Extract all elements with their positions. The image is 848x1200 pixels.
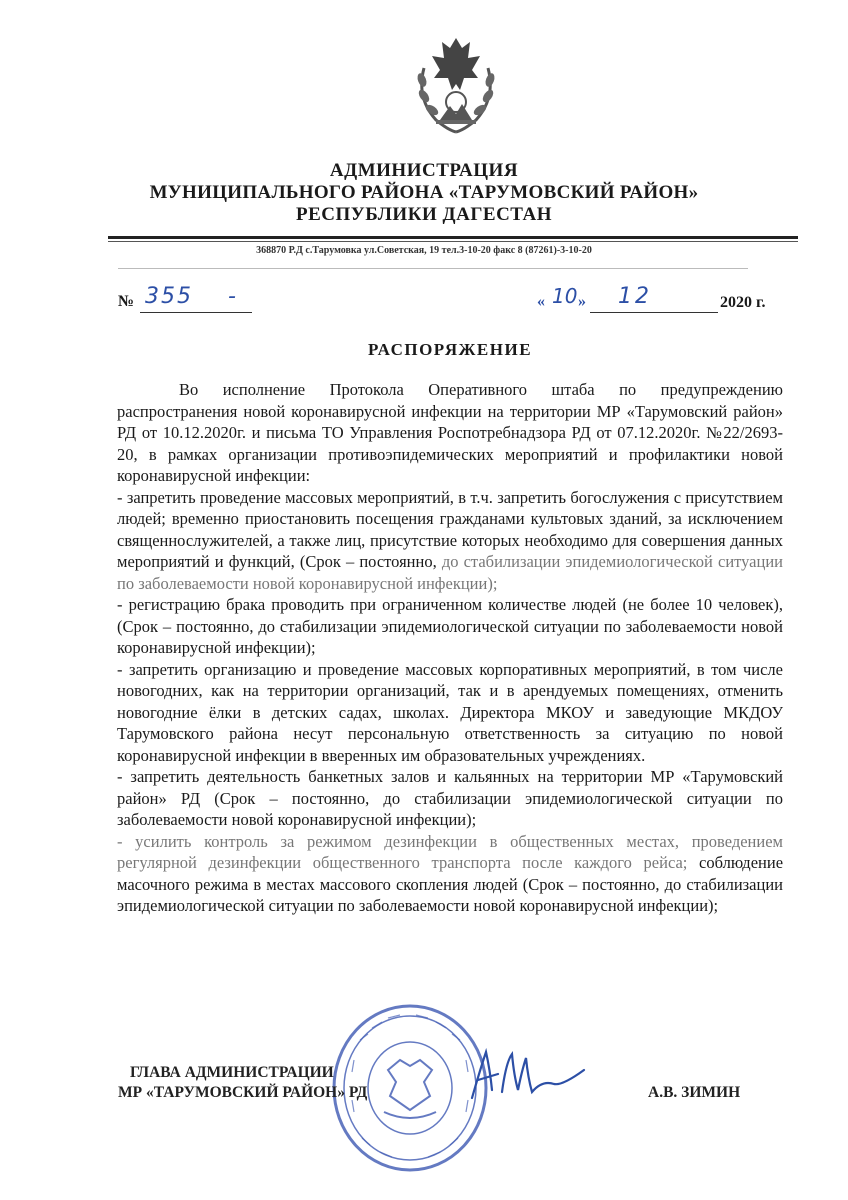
date-close-quote: » [578,293,586,310]
document-title: РАСПОРЯЖЕНИЕ [367,340,533,359]
document-body [117,379,783,917]
number-label: № [118,293,135,310]
header-municipal-district: МУНИЦИПАЛЬНОГО РАЙОНА «ТАРУМОВСКИЙ РАЙОН» [149,182,699,203]
body-item-1-text: - запретить проведение массовых мероприятий, в т.ч. запретить богослужения с присутствием людей; временно приостановить посещения гражданами культовых зданий, за исключением священнослужителей, а также лиц, присутствие которых необходимо для совершения данных мероприятий и функций, (Срок – постоянно, [117,487,783,571]
header-rule-thin [108,241,798,242]
body-item-2: - регистрацию брака проводить при ограниченном количестве людей (не более 10 человек), (Срок – постоянно, до стабилизации эпидемиологической ситуации по заболеваемости новой коронавирусной инфекции); [117,595,783,657]
header-address: 368870 Р.Д с.Тарумовка ул.Советская, 19 тел.3-10-20 факс 8 (87261)-3-10-20 [256,245,592,256]
body-item-5-text: соблюдение масочного режима в местах массового скопления людей (Срок – постоянно, до стабилизации эпидемиологической ситуации по заболеваемости новой коронавирусной инфекции); [117,853,784,915]
date-underline [590,312,718,313]
date-year: 2020 г. [720,294,766,311]
date-month: 12 [618,284,652,309]
header-rule-thick [108,236,798,239]
body-item-1 [117,487,783,595]
body-item-5 [117,831,783,917]
coat-of-arms-emblem [406,28,506,136]
date-day: 10 [552,284,578,308]
body-item-4: - запретить деятельность банкетных залов и кальянных на территории МР «Тарумовский район» РД (Срок – постоянно, до стабилизации эпидемиологической ситуации по заболеваемости новой коронавирусной инфекции); [117,767,783,829]
signatory-title-line1: ГЛАВА АДМИНИСТРАЦИИ [130,1064,334,1081]
header-administration: АДМИНИСТРАЦИЯ [329,160,519,181]
header-rule-bottom [118,268,748,269]
signatory-title-line2: МР «ТАРУМОВСКИЙ РАЙОН» РД [118,1084,368,1101]
number-underline [140,312,252,313]
header-republic: РЕСПУБЛИКИ ДАГЕСТАН [295,204,553,225]
body-item-5-faint: - усилить контроль за режимом дезинфекции в общественных местах, проведением регулярной дезинфекции общественного транспорта после каждого рейса; [117,831,783,872]
signatory-name: А.В. ЗИМИН [648,1084,741,1101]
body-intro: Во исполнение Протокола Оперативного штаба по предупреждению распространения новой коронавирусной инфекции на территории МР «Тарумовский район» РД от 10.12.2020г. и письма ТО Управления Роспотребнадзора РД от 07.12.2020г. №22/2693-20, в рамках организации противоэпидемических мероприятий и профилактики новой коронавирусной инфекции: [117,380,783,485]
date-open-quote: « [537,293,545,310]
body-item-1-faint: до стабилизации эпидемиологической ситуации по заболеваемости новой коронавирусной инфекции); [117,552,783,593]
document-number-dash: - [228,284,236,309]
handwritten-signature [462,1040,592,1110]
document-number: 355 [145,284,193,309]
body-item-3: - запретить организацию и проведение массовых корпоративных мероприятий, в том числе новогодних, как на территории организаций, так и в арендуемых помещениях, отменить новогодние ёлки в детских садах, школах. Директора МКОУ и заведующие МКДОУ Тарумовского района несут персональную ответственность за ситуацию по новой коронавирусной инфекции в вверенных им образовательных учреждениях. [117,659,783,765]
